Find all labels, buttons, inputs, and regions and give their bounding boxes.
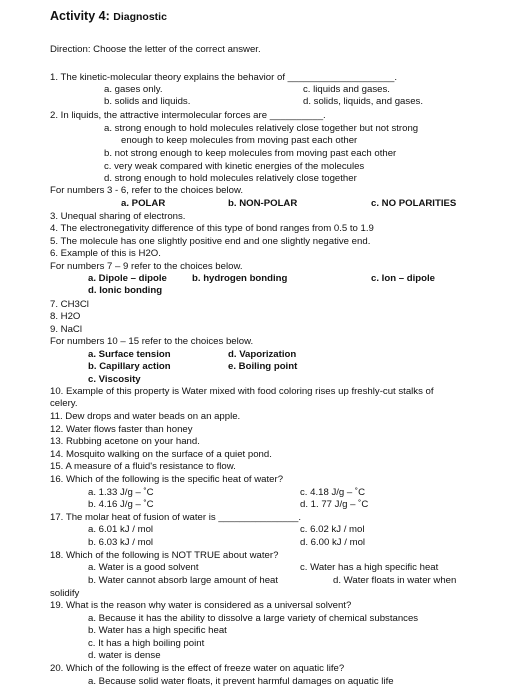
q6-text: 6. Example of this is H2O.	[50, 248, 161, 259]
set3-choice-e: e. Boiling point	[228, 361, 298, 372]
q18-choice-c: c. Water has a high specific heat	[300, 562, 439, 573]
q19-choice-b: b. Water has a high specific heat	[88, 625, 227, 636]
set1-choice-a: a. POLAR	[121, 198, 166, 209]
q9-text: 9. NaCl	[50, 324, 82, 335]
q1-choice-a: a. gases only.	[104, 84, 163, 95]
set1-choice-b: b. NON-POLAR	[228, 198, 298, 209]
q1-choice-d: d. solids, liquids, and gases.	[303, 96, 423, 107]
q16-stem: 16. Which of the following is the specific heat of water?	[50, 474, 284, 485]
q11-text: 11. Dew drops and water beads on an apple.	[50, 411, 241, 422]
q16-choice-a: a. 1.33 J/g – ˚C	[88, 487, 154, 498]
q16-choice-d: d. 1. 77 J/g – ˚C	[300, 499, 369, 510]
q19-choice-c: c. It has a high boiling point	[88, 638, 205, 649]
set1-intro: For numbers 3 - 6, refer to the choices below.	[50, 185, 244, 196]
q10-line2: celery.	[50, 398, 78, 409]
set2-choice-b: b. hydrogen bonding	[192, 273, 288, 284]
title-main: Activity 4:	[50, 9, 110, 23]
q20-choice-a: a. Because solid water floats, it prevent harmful damages on aquatic life	[88, 676, 394, 687]
set3-choice-c: c. Viscosity	[88, 374, 141, 385]
q8-text: 8. H2O	[50, 311, 81, 322]
q2-choice-a-cont: enough to keep molecules from moving past each other	[121, 135, 358, 146]
q12-text: 12. Water flows faster than honey	[50, 424, 193, 435]
q17-choice-b: b. 6.03 kJ / mol	[88, 537, 154, 548]
set3-choice-a: a. Surface tension	[88, 349, 171, 360]
q1-choice-b: b. solids and liquids.	[104, 96, 191, 107]
set1-choice-c: c. NO POLARITIES	[371, 198, 457, 209]
q13-text: 13. Rubbing acetone on your hand.	[50, 436, 200, 447]
q2-choice-b: b. not strong enough to keep molecules from moving past each other	[104, 148, 397, 159]
q14-text: 14. Mosquito walking on the surface of a quiet pond.	[50, 449, 272, 460]
q2-choice-a: a. strong enough to hold molecules relatively close together but not strong	[104, 123, 419, 134]
q16-choice-c: c. 4.18 J/g – ˚C	[300, 487, 366, 498]
set2-choice-c: c. Ion – dipole	[371, 273, 435, 284]
q7-text: 7. CH3Cl	[50, 299, 89, 310]
q4-text: 4. The electronegativity difference of this type of bond ranges from 0.5 to 1.9	[50, 223, 374, 234]
q16-choice-b: b. 4.16 J/g – ˚C	[88, 499, 154, 510]
set3-intro: For numbers 10 – 15 refer to the choices below.	[50, 336, 254, 347]
q2-choice-c: c. very weak compared with kinetic energies of the molecules	[104, 161, 365, 172]
q17-stem: 17. The molar heat of fusion of water is _______________.	[50, 512, 302, 523]
set2-choice-d: d. Ionic bonding	[88, 285, 163, 296]
set2-choice-a: a. Dipole – dipole	[88, 273, 167, 284]
direction-text: Direction: Choose the letter of the correct answer.	[50, 44, 261, 55]
q17-choice-c: c. 6.02 kJ / mol	[300, 524, 365, 535]
q2-choice-d: d. strong enough to hold molecules relatively close together	[104, 173, 357, 184]
q18-choice-d: d. Water floats in water when	[333, 575, 457, 586]
q10-line1: 10. Example of this property is Water mixed with food coloring rises up freshly-cut stalks of	[50, 386, 434, 397]
q3-text: 3. Unequal sharing of electrons.	[50, 211, 186, 222]
set3-choice-b: b. Capillary action	[88, 361, 171, 372]
q18-choice-d-cont: solidify	[50, 588, 80, 599]
set3-choice-d: d. Vaporization	[228, 349, 297, 360]
q19-choice-a: a. Because it has the ability to dissolve a large variety of chemical substances	[88, 613, 419, 624]
q1-choice-c: c. liquids and gases.	[303, 84, 390, 95]
set2-intro: For numbers 7 – 9 refer to the choices below.	[50, 261, 243, 272]
q18-stem: 18. Which of the following is NOT TRUE about water?	[50, 550, 279, 561]
q19-choice-d: d. water is dense	[88, 650, 161, 661]
q18-choice-b: b. Water cannot absorb large amount of heat	[88, 575, 279, 586]
title-sub: Diagnostic	[113, 11, 167, 23]
q1-stem: 1. The kinetic-molecular theory explains the behavior of ____________________.	[50, 72, 398, 83]
q20-stem: 20. Which of the following is the effect of freeze water on aquatic life?	[50, 663, 345, 674]
q17-choice-d: d. 6.00 kJ / mol	[300, 537, 366, 548]
q19-stem: 19. What is the reason why water is considered as a universal solvent?	[50, 600, 352, 611]
q17-choice-a: a. 6.01 kJ / mol	[88, 524, 154, 535]
q2-stem: 2. In liquids, the attractive intermolecular forces are __________.	[50, 110, 326, 121]
worksheet-title	[50, 10, 167, 23]
q15-text: 15. A measure of a fluid's resistance to flow.	[50, 461, 236, 472]
q5-text: 5. The molecule has one slightly positive end and one slightly negative end.	[50, 236, 371, 247]
q18-choice-a: a. Water is a good solvent	[88, 562, 199, 573]
